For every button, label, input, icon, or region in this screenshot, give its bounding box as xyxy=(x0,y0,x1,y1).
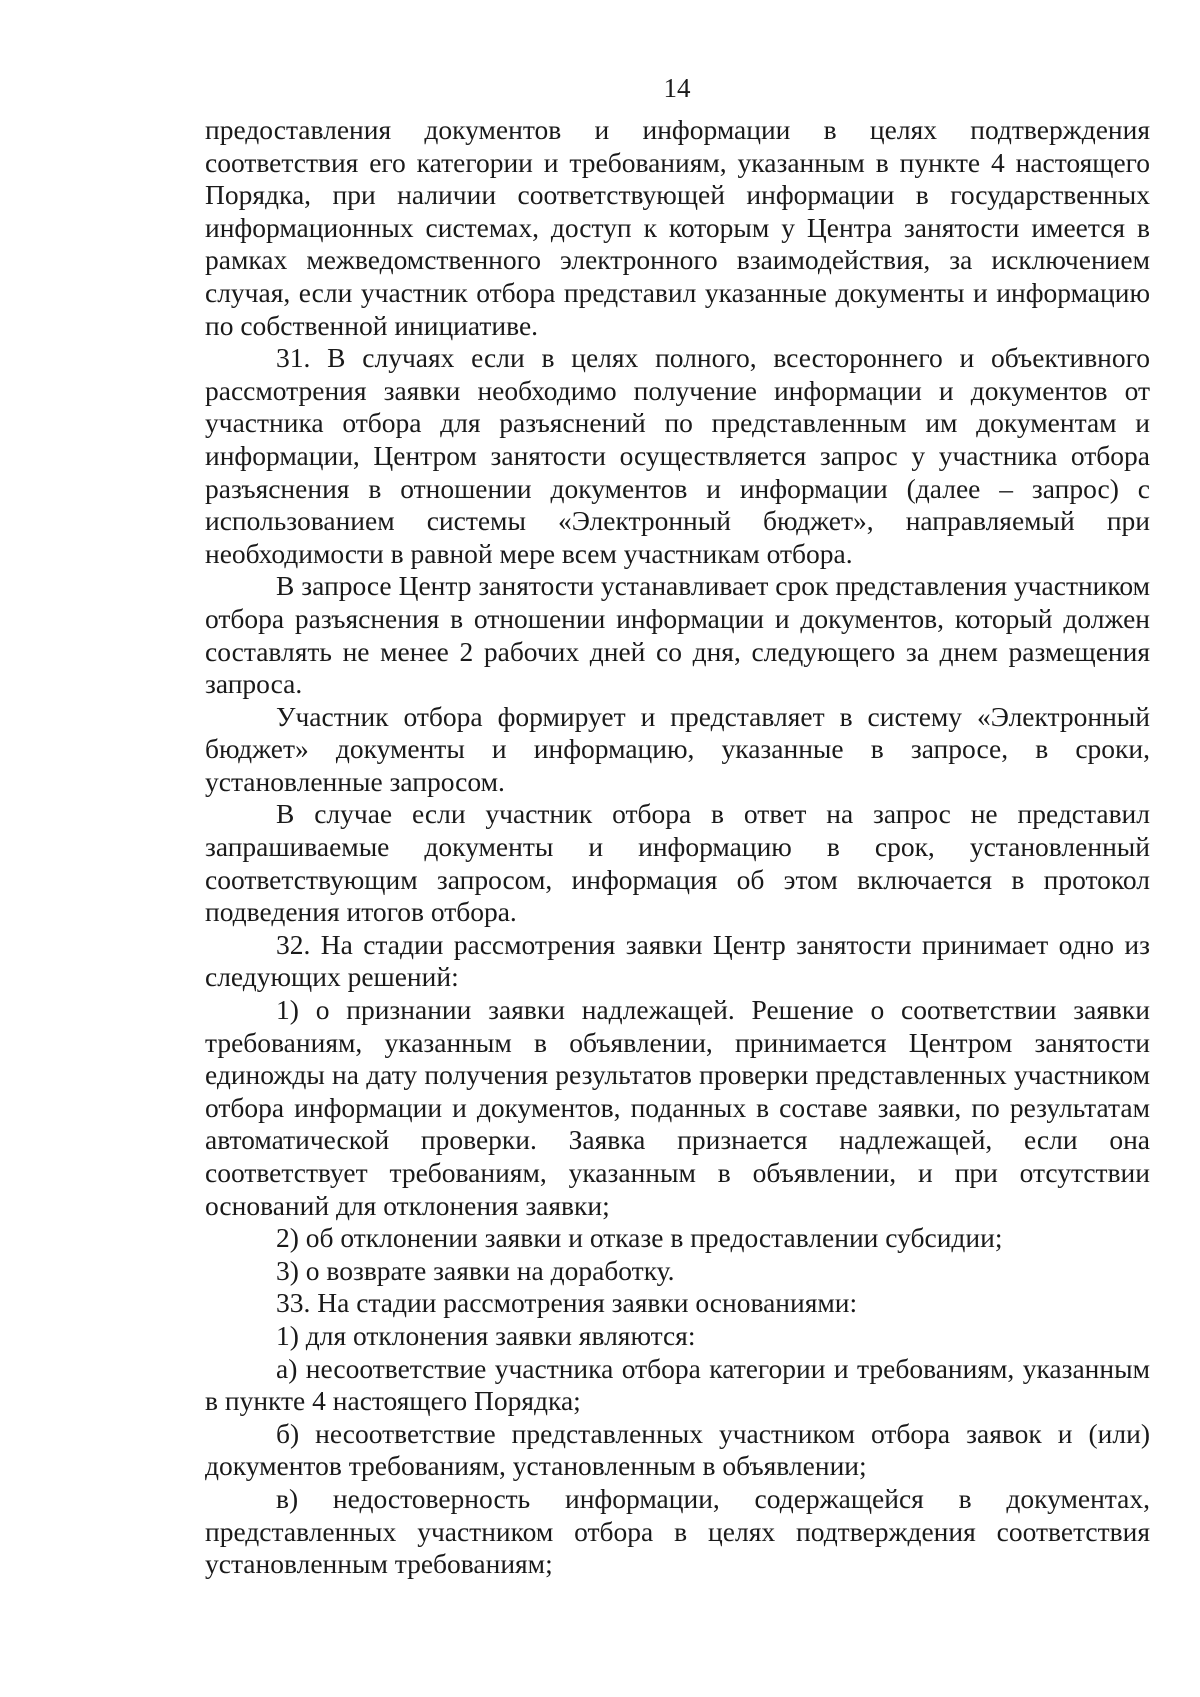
paragraph: 3) о возврате заявки на доработку. xyxy=(276,1254,675,1286)
page-number: 14 xyxy=(663,73,691,103)
paragraph: а) несоответствие участника отбора категории и требованиям, указанным в пункте 4 настоящего Порядка; xyxy=(205,1352,1150,1417)
paragraph: 1) для отклонения заявки являются: xyxy=(276,1319,696,1351)
paragraph: 2) об отклонении заявки и отказе в предоставлении субсидии; xyxy=(276,1222,1003,1254)
document-body xyxy=(205,114,1150,1581)
paragraph: б) несоответствие представленных участником отбора заявок и (или) документов требованиям, установленным в объявлении; xyxy=(205,1417,1150,1482)
paragraph: в) недостоверность информации, содержащейся в документах, представленных участником отбора в целях подтверждения соответствия установленным требованиям; xyxy=(205,1482,1150,1580)
paragraph: 33. На стадии рассмотрения заявки основаниями: xyxy=(276,1287,858,1319)
paragraph: 32. На стадии рассмотрения заявки Центр занятости принимает одно из следующих решений: xyxy=(205,928,1150,993)
paragraph: В случае если участник отбора в ответ на запрос не представил запрашиваемые документы и информацию в срок, установленный соответствующим запросом, информация об этом включается в протокол подведения итогов отбора. xyxy=(205,798,1150,928)
paragraph: 31. В случаях если в целях полного, всестороннего и объективного рассмотрения заявки необходимо получение информации и документов от участника отбора для разъяснений по представленным им документам и информации, Центром занятости осуществляется запрос у участника отбора разъяснения в отношении документов и информации (далее – запрос) с использованием системы «Электронный бюджет», направляемый при необходимости в равной мере всем участникам отбора. xyxy=(205,342,1150,569)
paragraph: 1) о признании заявки надлежащей. Решение о соответствии заявки требованиям, указанным в объявлении, принимается Центром занятости единожды на дату получения результатов проверки представленных участником отбора информации и документов, поданных в составе заявки, по результатам автоматической проверки. Заявка признается надлежащей, если она соответствует требованиям, указанным в объявлении, и при отсутствии оснований для отклонения заявки; xyxy=(205,994,1150,1221)
paragraph: Участник отбора формирует и представляет в систему «Электронный бюджет» документы и информацию, указанные в запросе, в сроки, установленные запросом. xyxy=(205,700,1150,797)
paragraph: предоставления документов и информации в целях подтверждения соответствия его категории и требованиям, указанным в пункте 4 настоящего Порядка, при наличии соответствующей информации в государственных информационных системах, доступ к которым у Центра занятости имеется в рамках межведомственного электронного взаимодействия, за исключением случая, если участник отбора представил указанные документы и информацию по собственной инициативе. xyxy=(205,114,1150,341)
paragraph: В запросе Центр занятости устанавливает срок представления участником отбора разъяснения в отношении информации и документов, который должен составлять не менее 2 рабочих дней со дня, следующего за днем размещения запроса. xyxy=(205,570,1150,700)
